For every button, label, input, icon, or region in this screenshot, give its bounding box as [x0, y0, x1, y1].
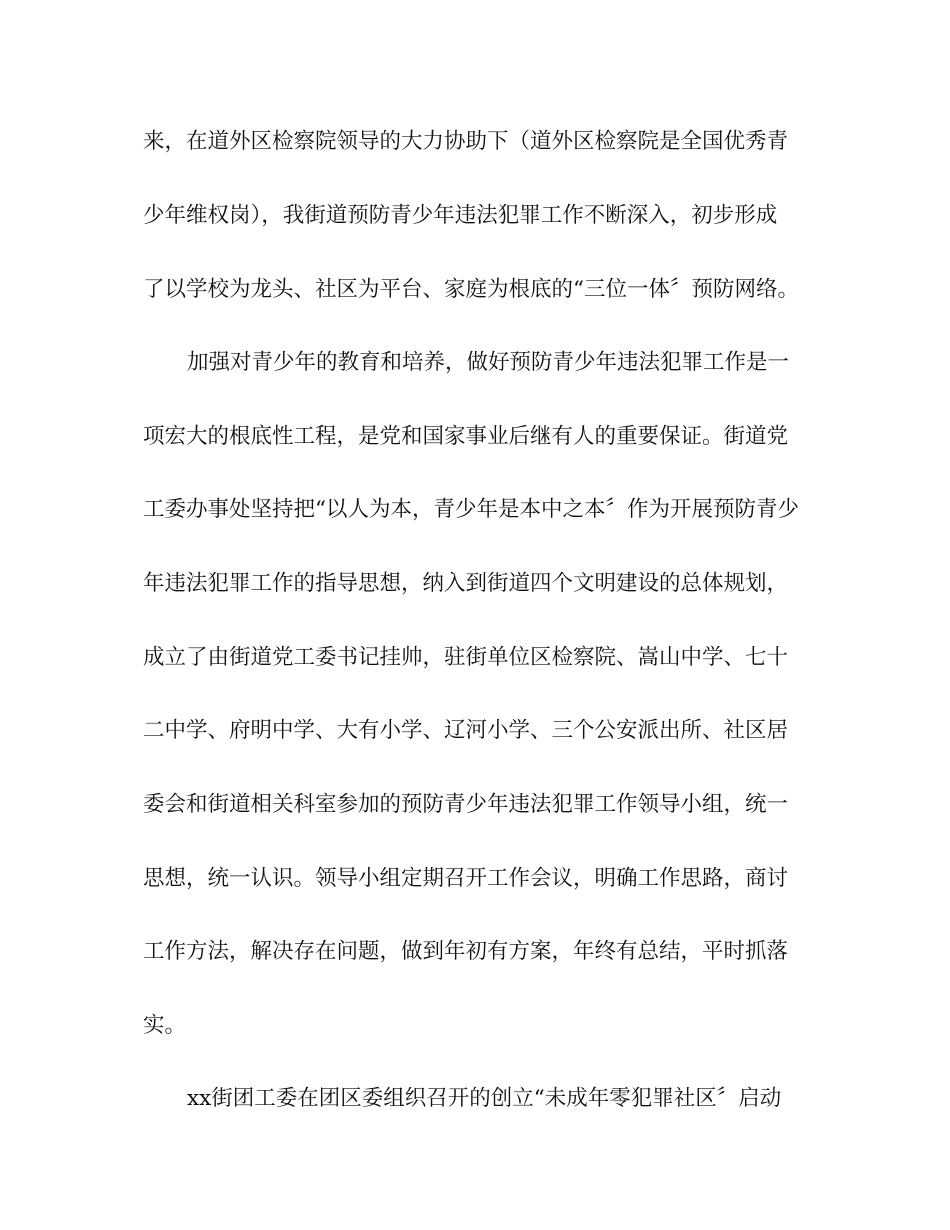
text-line: 实。	[143, 1013, 187, 1038]
text-line: 思想，统一认识。领导小组定期召开工作会议，明确工作思路，商讨	[143, 866, 789, 891]
text-line: 来，在道外区检察院领导的大力协助下（道外区检察院是全国优秀青	[143, 129, 789, 154]
text-line: 工作方法，解决存在问题，做到年初有方案，年终有总结，平时抓落	[143, 939, 789, 964]
text-line: 工委办事处坚持把“以人为本，青少年是本中之本〞作为开展预防青少	[143, 497, 799, 522]
text-line: 二中学、府明中学、大有小学、辽河小学、三个公安派出所、社区居	[143, 718, 789, 743]
text-line: 了以学校为龙头、社区为平台、家庭为根底的“三位一体〞预防网络。	[143, 277, 799, 302]
paragraph-start-line: 加强对青少年的教育和培养，做好预防青少年违法犯罪工作是一	[187, 350, 790, 375]
text-line: 少年维权岗），我街道预防青少年违法犯罪工作不断深入，初步形成	[143, 203, 778, 228]
text-line: 委会和街道相关科室参加的预防青少年违法犯罪工作领导小组，统一	[143, 792, 789, 817]
text-line: 项宏大的根底性工程，是党和国家事业后继有人的重要保证。街道党	[143, 424, 789, 449]
text-line: 年违法犯罪工作的指导思想，纳入到街道四个文明建设的总体规划，	[143, 571, 789, 596]
text-line: 成立了由街道党工委书记挂帅，驻街单位区检察院、嵩山中学、七十	[143, 645, 789, 670]
paragraph-start-line: xx街团工委在团区委组织召开的创立“未成年零犯罪社区〞启动	[187, 1086, 782, 1111]
